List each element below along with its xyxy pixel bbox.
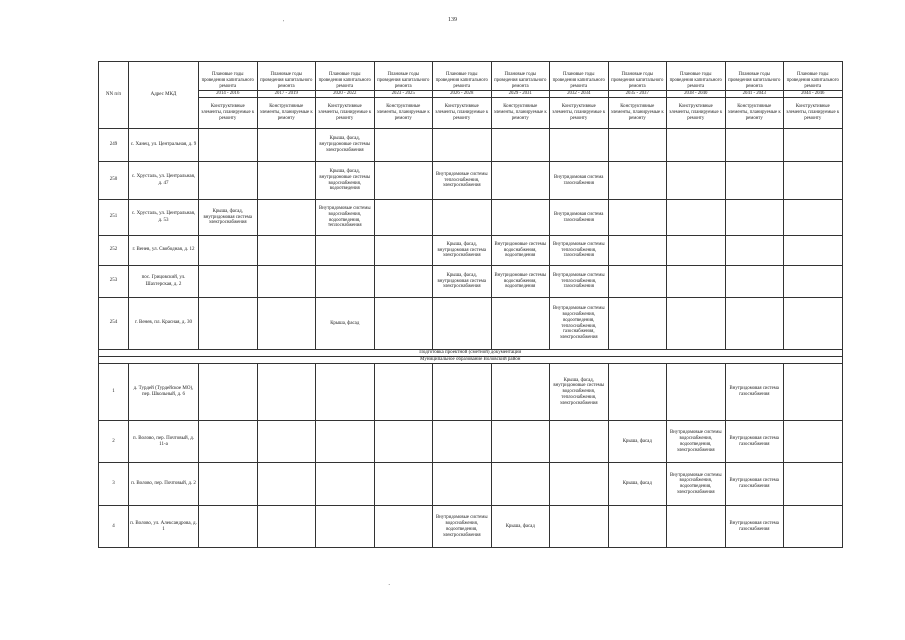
repair-elements-cell [667,506,726,548]
header-address: Адрес МКД [129,62,199,129]
repair-elements-cell [550,129,609,162]
header-period-label: Плановые годы проведения капитального ремонта [433,62,492,91]
table-row [99,266,843,298]
table-row [99,200,843,236]
header-period-years: 2041 - 2043 [725,91,784,98]
repair-elements-cell: Внутридомовая система газоснабжения [725,421,784,463]
repair-elements-cell [608,364,667,421]
repair-elements-cell: Внутридомовая система газоснабжения [725,506,784,548]
repair-elements-cell [491,162,550,200]
repair-elements-cell [667,236,726,266]
repair-elements-cell [491,298,550,350]
repair-elements-cell [725,162,784,200]
repair-elements-cell [608,506,667,548]
repair-elements-cell [725,200,784,236]
repair-elements-cell [784,266,843,298]
repair-elements-cell: Внутридомовая система газоснабжения [725,364,784,421]
repair-elements-cell [725,298,784,350]
header-elements-label: Конструктивные элементы, планируемые к ремонту [433,98,492,129]
repair-elements-cell [316,421,375,463]
repair-elements-cell: Внутридомовые системы водоснабжения, водоотведения [491,236,550,266]
repair-elements-cell: Крыша, фасад [608,421,667,463]
table-body [99,129,843,548]
repair-elements-cell [433,463,492,506]
repair-elements-cell: Крыша, фасад, внутридомовая система электроснабжения [199,200,258,236]
table-row [99,129,843,162]
repair-elements-cell [433,298,492,350]
repair-elements-cell [199,463,258,506]
row-address: п. Волово, пер. Почтовый, д. 2 [129,463,199,506]
repair-elements-cell [199,506,258,548]
repair-elements-cell [784,298,843,350]
repair-elements-cell [608,266,667,298]
repair-elements-cell [257,236,316,266]
repair-elements-cell [374,298,433,350]
header-period-label: Плановые годы проведения капитального ремонта [725,62,784,91]
repair-elements-cell [491,421,550,463]
repair-elements-cell [433,364,492,421]
header-period-label: Плановые годы проведения капитального ремонта [199,62,258,91]
row-number: 249 [99,129,129,162]
repair-elements-cell [667,129,726,162]
repair-elements-cell [725,236,784,266]
repair-elements-cell [374,200,433,236]
row-number: 1 [99,364,129,421]
row-address: г. Венев, ул. Свободная, д. 12 [129,236,199,266]
repair-elements-cell: Внутридомовые системы теплоснабжения, электроснабжения [433,162,492,200]
repair-elements-cell [257,298,316,350]
repair-elements-cell [316,506,375,548]
repair-elements-cell [257,200,316,236]
row-address: пос. Грицовский, ул. Шахтерская, д. 2 [129,266,199,298]
table-row [99,364,843,421]
repair-elements-cell [550,421,609,463]
section-title: Подготовка проектной (сметной) документации [99,350,843,357]
row-address: с. Хрусталь, ул. Центральная, д. 53 [129,200,199,236]
header-elements-label: Конструктивные элементы, планируемые к ремонту [491,98,550,129]
table-row [99,236,843,266]
row-number: 252 [99,236,129,266]
repair-elements-cell [667,266,726,298]
repair-elements-cell [784,236,843,266]
row-address: с. Хрусталь, ул. Центральная, д. 47 [129,162,199,200]
header-period-label: Плановые годы проведения капитального ремонта [608,62,667,91]
top-mark: ' [283,20,285,26]
repair-elements-cell [257,421,316,463]
repair-elements-cell: Крыша, фасад, внутридомовая система электроснабжения [433,236,492,266]
header-elements-label: Конструктивные элементы, планируемые к ремонту [608,98,667,129]
header-period-label: Плановые годы проведения капитального ремонта [784,62,843,91]
header-period-years: 2044 - 2046 [784,91,843,98]
section-title-row [99,357,843,364]
repair-elements-cell [608,200,667,236]
page-number: 139 [448,17,457,23]
repair-elements-cell: Крыша, фасад [608,463,667,506]
repair-elements-cell [199,266,258,298]
repair-elements-cell [491,200,550,236]
header-elements-label: Конструктивные элементы, планируемые к ремонту [316,98,375,129]
repair-elements-cell: Внутридомовая система газоснабжения [725,463,784,506]
repair-elements-cell [199,162,258,200]
header-period-years: 2032 - 2034 [550,91,609,98]
repair-elements-cell [374,421,433,463]
repair-elements-cell [433,200,492,236]
header-elements-label: Конструктивные элементы, планируемые к ремонту [257,98,316,129]
repair-elements-cell [784,200,843,236]
repair-elements-cell [667,364,726,421]
repair-elements-cell [199,421,258,463]
repair-elements-cell [433,129,492,162]
repair-elements-cell [199,236,258,266]
repair-elements-cell: Крыша, фасад [491,506,550,548]
repair-elements-cell [199,129,258,162]
row-address: г. Венев, пл. Красная, д. 30 [129,298,199,350]
header-elements-label: Конструктивные элементы, планируемые к ремонту [784,98,843,129]
repair-elements-cell [491,463,550,506]
header-elements-label: Конструктивные элементы, планируемые к ремонту [725,98,784,129]
repair-elements-cell: Внутридомовые системы водоснабжения, водоотведения, электроснабжения [667,421,726,463]
header-period-years: 2014 - 2016 [199,91,258,98]
repair-elements-cell [374,506,433,548]
repair-elements-cell [257,266,316,298]
repair-elements-cell [608,162,667,200]
table-row [99,421,843,463]
row-address: с. Ханец, ул. Центральная, д. 9 [129,129,199,162]
repair-elements-cell [257,129,316,162]
repair-elements-cell [784,129,843,162]
repair-elements-cell [199,364,258,421]
header-period-label: Плановые годы проведения капитального ремонта [491,62,550,91]
repair-elements-cell [725,266,784,298]
header-period-years: 2026 - 2028 [433,91,492,98]
header-period-years: 2035 - 2037 [608,91,667,98]
row-address: д. Турдей (Турдейское МО), пер. Школьный, д. 6 [129,364,199,421]
repair-elements-cell [784,364,843,421]
repair-elements-cell [608,236,667,266]
repair-elements-cell: Внутридомовые системы теплоснабжения, газоснабжения [550,266,609,298]
section-title-row [99,350,843,357]
header-elements-label: Конструктивные элементы, планируемые к ремонту [667,98,726,129]
header-period-label: Плановые годы проведения капитального ремонта [257,62,316,91]
repair-elements-cell [491,364,550,421]
repair-elements-cell: Внутридомовые системы водоснабжения, водоотведения, электроснабжения [433,506,492,548]
row-address: п. Волово, ул. Александрова, д. 1 [129,506,199,548]
row-number: 254 [99,298,129,350]
table-row [99,162,843,200]
table-row [99,298,843,350]
header-period-label: Плановые годы проведения капитального ремонта [316,62,375,91]
row-number: 251 [99,200,129,236]
repair-elements-cell: Внутридомовые системы теплоснабжения, газоснабжения [550,236,609,266]
repair-elements-cell: Внутридомовые системы водоснабжения, водоотведения, электроснабжения [667,463,726,506]
repair-elements-cell [374,266,433,298]
repair-elements-cell [784,506,843,548]
repair-elements-cell [374,129,433,162]
row-number: 253 [99,266,129,298]
header-period-label: Плановые годы проведения капитального ремонта [374,62,433,91]
header-period-years: 2020 - 2022 [316,91,375,98]
repair-elements-cell [550,463,609,506]
repair-elements-cell [374,364,433,421]
row-address: п. Волово, пер. Почтовый, д. 11-а [129,421,199,463]
table-row [99,463,843,506]
repair-elements-cell: Крыша, фасад, внутридомовые системы водоснабжения, водоотведения [316,162,375,200]
repair-elements-cell [784,421,843,463]
repair-elements-cell: Крыша, фасад, внутридомовая система электроснабжения [433,266,492,298]
repair-elements-cell [257,364,316,421]
repair-elements-cell [608,298,667,350]
repair-elements-cell: Крыша, фасад, внутридомовые системы электроснабжения [316,129,375,162]
row-number: 3 [99,463,129,506]
repair-elements-cell: Внутридомовая система газоснабжения [550,200,609,236]
header-period-label: Плановые годы проведения капитального ремонта [667,62,726,91]
repair-elements-cell [374,162,433,200]
repair-elements-cell [784,463,843,506]
repair-elements-cell [374,236,433,266]
repair-elements-cell: Крыша, фасад [316,298,375,350]
repair-elements-cell [257,162,316,200]
header-elements-label: Конструктивные элементы, планируемые к ремонту [374,98,433,129]
repair-elements-cell: Внутридомовые системы водоснабжения, водоотведения [491,266,550,298]
repair-elements-cell [491,129,550,162]
row-number: 2 [99,421,129,463]
table-row [99,506,843,548]
repair-elements-cell: Крыша, фасад, внутридомовые системы водоснабжения, теплоснабжения, электроснабжения [550,364,609,421]
header-period-years: 2038 - 2040 [667,91,726,98]
repair-elements-cell [316,463,375,506]
header-elements-label: Конструктивные элементы, планируемые к ремонту [550,98,609,129]
repair-elements-cell [316,364,375,421]
repair-elements-cell [667,162,726,200]
repair-elements-cell [257,463,316,506]
header-period-label: Плановые годы проведения капитального ремонта [550,62,609,91]
header-period-years: 2017 - 2019 [257,91,316,98]
repair-elements-cell [257,506,316,548]
repair-elements-cell [433,421,492,463]
section-title: Муниципальное образование Воловский район [99,357,843,364]
row-number: 4 [99,506,129,548]
header-elements-label: Конструктивные элементы, планируемые к ремонту [199,98,258,129]
repair-elements-cell [199,298,258,350]
repair-elements-cell: Внутридомовая система газоснабжения [550,162,609,200]
repair-elements-cell [374,463,433,506]
repair-elements-cell [550,506,609,548]
bottom-mark: · [388,581,391,589]
repair-elements-cell: Внутридомовые системы водоснабжения, водоотведения, теплоснабжения [316,200,375,236]
repair-elements-cell [667,298,726,350]
repair-elements-cell [725,129,784,162]
repair-elements-cell [667,200,726,236]
repair-elements-cell [316,266,375,298]
header-period-years: 2029 - 2031 [491,91,550,98]
header-period-years: 2023 - 2025 [374,91,433,98]
row-number: 250 [99,162,129,200]
header-num: NN п/п [99,62,129,129]
repair-elements-cell [316,236,375,266]
table-header [99,62,843,129]
repair-elements-cell: Внутридомовые системы водоснабжения, водоотведения, теплоснабжения, газоснабжения, электроснабжения [550,298,609,350]
capital-repair-schedule-table [98,61,843,548]
repair-elements-cell [608,129,667,162]
repair-elements-cell [784,162,843,200]
